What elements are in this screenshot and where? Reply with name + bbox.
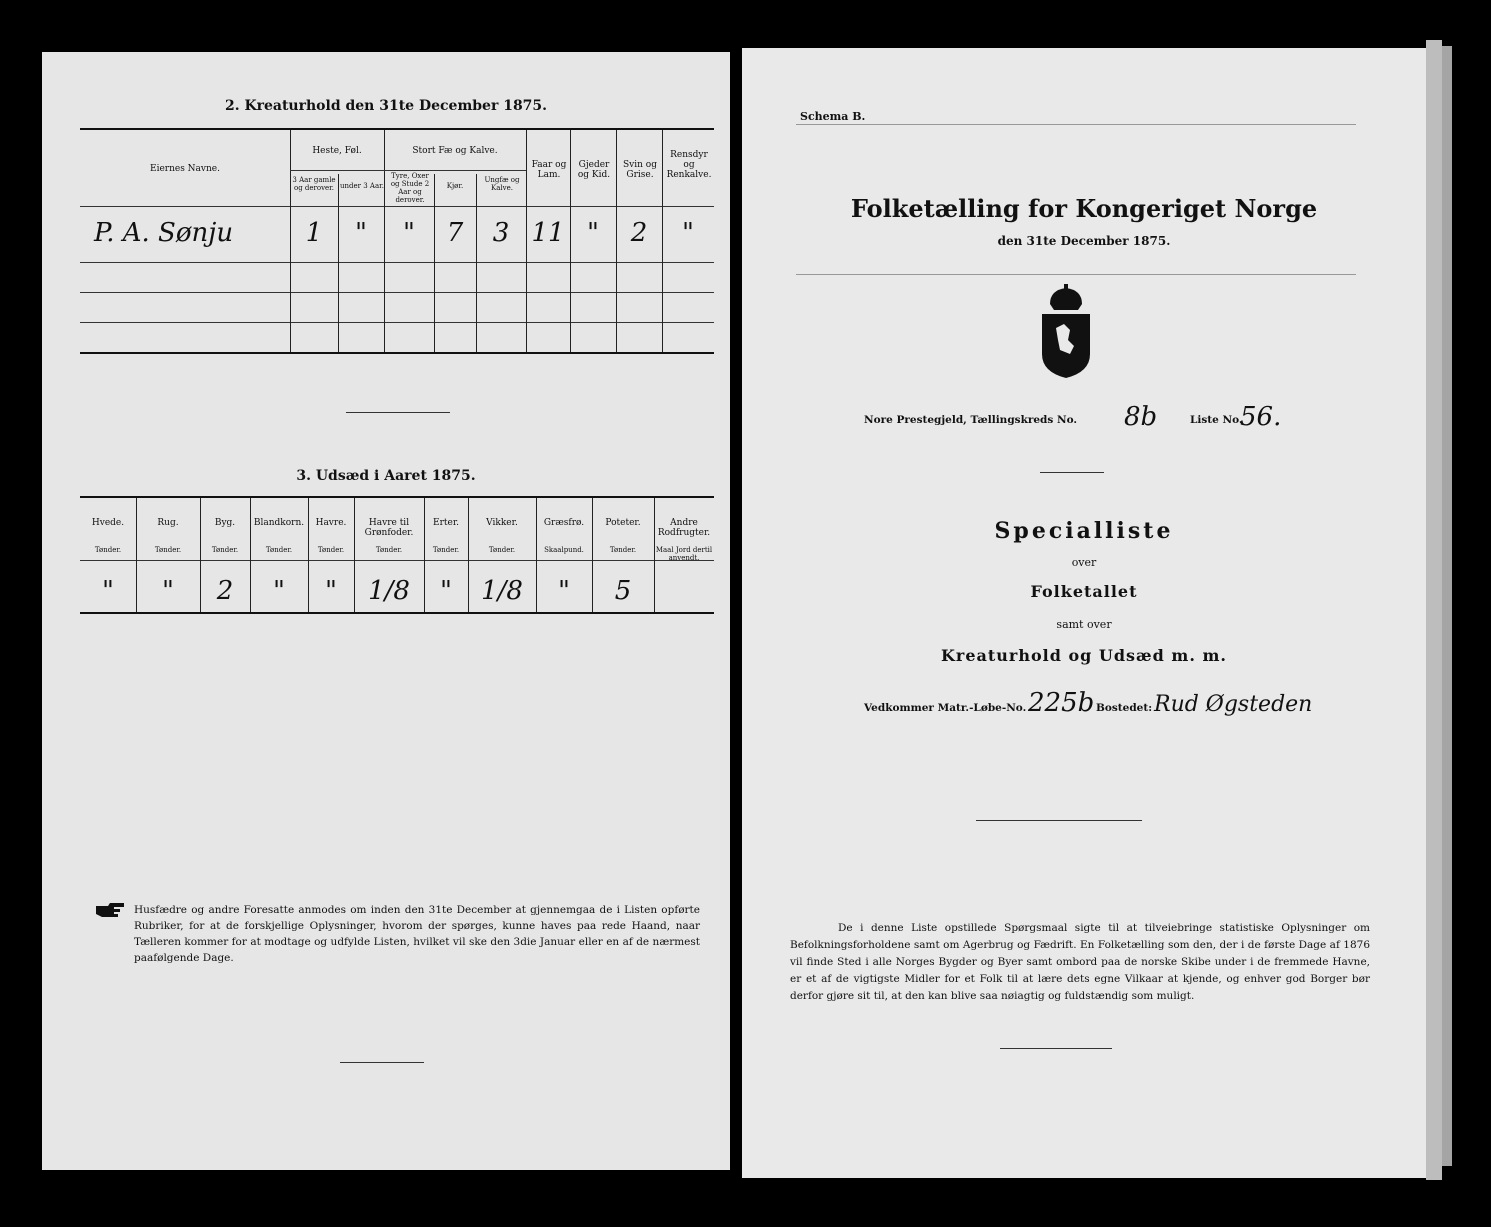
stort-sub-header: Tyre, Oxer og Stude 2 Aar og derover. xyxy=(390,172,430,204)
table2-top-rule xyxy=(80,128,714,130)
table2-header-rule xyxy=(80,206,714,207)
table2-bottom-rule xyxy=(80,352,714,354)
stort-sub-header: Kjør. xyxy=(446,182,464,190)
notice-text: Husfædre og andre Foresatte anmodes om inden den 31te December at gjennemgaa de i Listen opførte Rubriker, for at de forskjellige Oplysninger, hvorom der spørges, kunne haves paa rede Haand, naar Tælleren kommer for at modtage og udfylde Listen, hvilket vil ske den 3die Januar eller en af de nærmest paafølgende Dage. xyxy=(134,904,700,964)
schema-label: Schema B. xyxy=(800,110,866,123)
right-page xyxy=(742,48,1426,1178)
coat-of-arms-icon xyxy=(1034,284,1098,380)
faint-rule xyxy=(796,274,1356,275)
faint-rule xyxy=(796,124,1356,125)
heste-header: Heste, Føl. xyxy=(312,146,362,156)
faar-value-cell: 11 xyxy=(531,218,565,248)
table3-value-cell: 2 xyxy=(216,576,234,606)
section-divider xyxy=(976,820,1142,821)
table3-unit-cell: Tønder. xyxy=(94,546,122,554)
table3-header-cell: Poteter. xyxy=(605,518,641,528)
folketallet-heading: Folketallet xyxy=(1030,582,1138,601)
kjor-value-cell: 7 xyxy=(446,218,464,248)
table3-value-cell: " xyxy=(325,576,337,606)
table2-row-rule xyxy=(80,322,714,323)
section2-title: 2. Kreaturhold den 31te December 1875. xyxy=(224,98,548,114)
samt-over-label: samt over xyxy=(1056,618,1112,631)
pointing-hand-icon xyxy=(96,902,126,918)
left-page xyxy=(42,52,730,1170)
table3-unit-cell: Tønder. xyxy=(375,546,403,554)
table3-unit-cell: Tønder. xyxy=(488,546,516,554)
section3-title: 3. Udsæd i Aaret 1875. xyxy=(296,468,476,484)
page-edge xyxy=(1442,46,1452,1166)
liste-label: Liste No. xyxy=(1190,414,1243,426)
gjeder-value-cell: " xyxy=(587,218,599,248)
table3-value-cell: " xyxy=(273,576,285,606)
svin-header: Svin og Grise. xyxy=(623,160,657,180)
table3-header-cell: Havre. xyxy=(315,518,347,528)
rensdyr-header: Rensdyr og Renkalve. xyxy=(666,150,712,180)
main-subtitle: den 31te December 1875. xyxy=(997,234,1171,248)
table3-header-cell: Erter. xyxy=(433,518,459,528)
section-divider xyxy=(1040,472,1104,473)
table3-unit-cell: Tønder. xyxy=(211,546,239,554)
table2-col-divider xyxy=(434,174,435,352)
table3-value-cell: 1/8 xyxy=(368,576,410,606)
table3-bottom-rule xyxy=(80,612,714,614)
table3-unit-cell: Maal Jord dertil anvendt. xyxy=(655,546,713,562)
table3-value-cell: " xyxy=(440,576,452,606)
liste-no-value: 56. xyxy=(1240,402,1282,432)
kreds-no-value: 8b xyxy=(1124,402,1158,432)
tyre-value-cell: " xyxy=(403,218,415,248)
table3-top-rule xyxy=(80,496,714,498)
faar-header: Faar og Lam. xyxy=(531,160,567,180)
table3-header-cell: Byg. xyxy=(214,518,236,528)
stort-header: Stort Fæ og Kalve. xyxy=(412,146,498,156)
heste-sub-header: 3 Aar gamle og derover. xyxy=(292,176,336,192)
main-title: Folketælling for Kongeriget Norge xyxy=(850,194,1318,223)
section-divider xyxy=(340,1062,424,1063)
table3-header-cell: Hvede. xyxy=(91,518,125,528)
bostedet-value: Rud Øgsteden xyxy=(1154,692,1313,717)
table3-value-cell: " xyxy=(558,576,570,606)
prestegjeld-label: Nore Prestegjeld, Tællingskreds No. xyxy=(864,414,1078,426)
section-divider xyxy=(346,412,450,413)
gjeder-header: Gjeder og Kid. xyxy=(577,160,611,180)
table2-col-divider xyxy=(476,174,477,352)
matr-label: Vedkommer Matr.-Løbe-No. xyxy=(864,702,1027,714)
owner-header: Eiernes Navne. xyxy=(150,164,220,174)
table3-unit-cell: Tønder. xyxy=(154,546,182,554)
heste-value-cell: 1 xyxy=(305,218,323,248)
table3-unit-cell: Tønder. xyxy=(609,546,637,554)
rensdyr-value-cell: " xyxy=(682,218,694,248)
page-edge xyxy=(1426,40,1442,1180)
table3-header-rule xyxy=(80,560,714,561)
table3-value-cell: " xyxy=(162,576,174,606)
svin-value-cell: 2 xyxy=(630,218,648,248)
owner-name-cell: P. A. Sønju xyxy=(94,218,234,248)
ungfae-value-cell: 3 xyxy=(492,218,510,248)
heste-sub-header: under 3 Aar. xyxy=(340,182,384,190)
table3-value-cell: " xyxy=(102,576,114,606)
table3-header-cell: Andre Rodfrugter. xyxy=(657,518,711,538)
table2-subheader-rule xyxy=(290,170,526,171)
table3-header-cell: Græsfrø. xyxy=(543,518,585,528)
table3-value-cell: 5 xyxy=(614,576,632,606)
table2-row-rule xyxy=(80,292,714,293)
over-label: over xyxy=(1071,556,1097,569)
table3-value-cell: 1/8 xyxy=(481,576,523,606)
table2-row-rule xyxy=(80,262,714,263)
heste-value-cell: " xyxy=(355,218,367,248)
kreaturhold-heading: Kreaturhold og Udsæd m. m. xyxy=(941,646,1227,665)
table3-header-cell: Havre til Grønfoder. xyxy=(364,518,414,538)
table3-unit-cell: Tønder. xyxy=(317,546,345,554)
table3-unit-cell: Tønder. xyxy=(432,546,460,554)
specialliste-heading: Specialliste xyxy=(994,518,1174,544)
table3-header-cell: Vikker. xyxy=(486,518,518,528)
table3-header-cell: Blandkorn. xyxy=(253,518,305,528)
table2-col-divider xyxy=(338,174,339,352)
table3-header-cell: Rug. xyxy=(157,518,179,528)
table3-unit-cell: Tønder. xyxy=(265,546,293,554)
table3-unit-cell: Skaalpund. xyxy=(544,546,584,554)
info-paragraph: De i denne Liste opstillede Spørgsmaal sigte til at tilveiebringe statistiske Oplysninger om Befolkningsforholdene samt om Agerbrug og Fædrift. En Folketælling som den, der i de første Dage af 1876 vil finde Sted i alle Norges Bygder og Byer samt ombord paa de norske Skibe under i de fremmede Havne, er et af de vigtigste Midler for et Folk til at lære dets egne Vilkaar at kjende, og enhver god Borger bør derfor gjøre sit til, at den kan blive saa nøiagtig og fuldstændig som muligt. xyxy=(790,922,1370,1002)
bostedet-label: Bostedet: xyxy=(1096,702,1153,714)
matr-no-value: 225b xyxy=(1028,688,1095,718)
section-divider xyxy=(1000,1048,1112,1049)
stort-sub-header: Ungfæ og Kalve. xyxy=(484,176,520,192)
